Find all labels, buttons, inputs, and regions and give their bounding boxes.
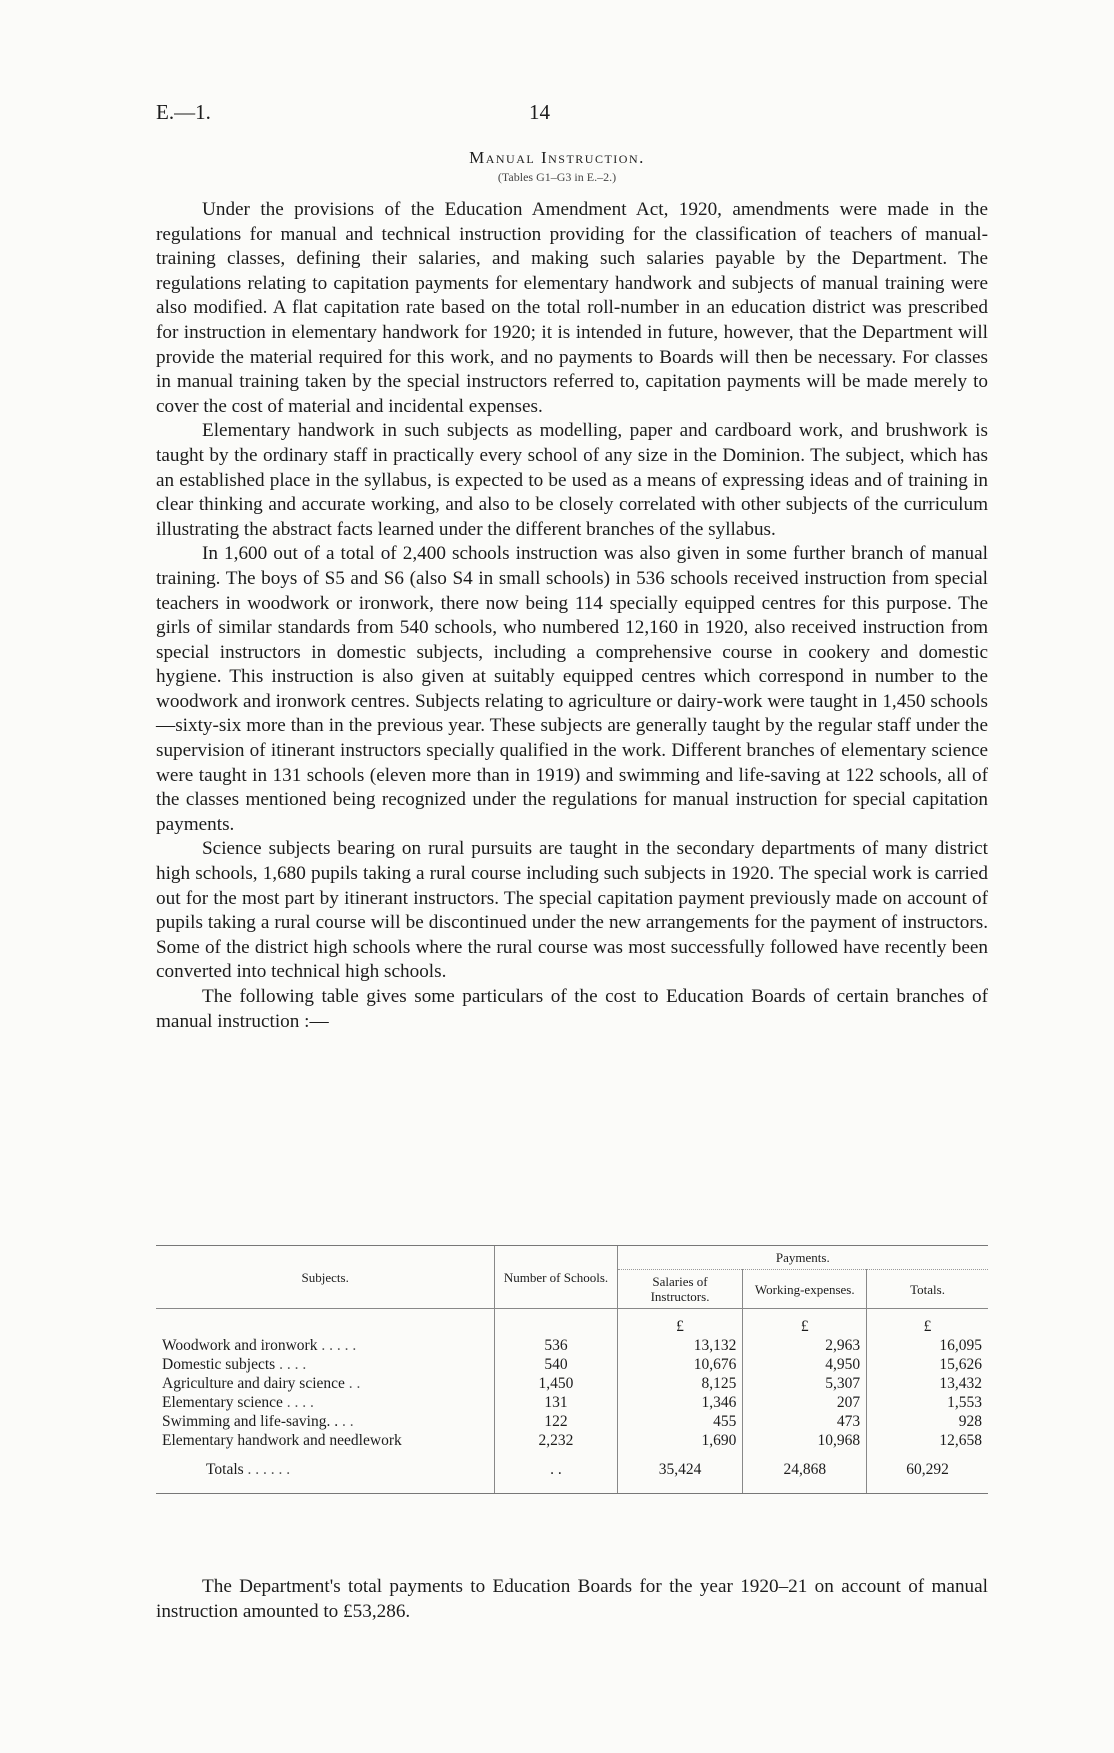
row-salaries: 10,676 — [617, 1355, 743, 1374]
document-reference: E.—1. — [156, 100, 211, 124]
row-totals: 1,553 — [867, 1393, 988, 1412]
table-bottom-rule — [156, 1493, 988, 1494]
row-salaries: 1,346 — [617, 1393, 743, 1412]
table-row — [156, 1374, 988, 1393]
currency-symbol: £ — [867, 1317, 988, 1336]
table-row — [156, 1336, 988, 1355]
row-subject: Swimming and life-saving. . — [162, 1413, 339, 1430]
row-working: 5,307 — [743, 1374, 867, 1393]
paragraph: In 1,600 out of a total of 2,400 schools instruction was also given in some further branch of manual training. The boys of S5 and S6 (also S4 in small schools) in 536 schools received instruction from special teachers in woodwork or ironwork, there now being 114 specially equipped centres for this purpose. The girls of similar standards from 540 schools, who numbered 12,160 in 1920, also received instruction from special instructors in domestic subjects, including a comprehensive course in cookery and domestic hygiene. This instruction is also given at suitably equipped centres which correspond in number to the woodwork and ironwork centres. Subjects relating to agriculture or dairy-work were taught in 1,450 schools—sixty-six more than in the previous year. These subjects are generally taught by the regular staff under the supervision of itinerant instructors specially qualified in the work. Different branches of elementary science were taught in 131 schools (eleven more than in 1919) and swimming and life-saving at 122 schools, all of the classes mentioned being recognized under the regulations for manual instruction for special capitation payments. — [156, 543, 988, 835]
table-row — [156, 1355, 988, 1374]
cost-table — [156, 1245, 988, 1494]
row-subject: Woodwork and ironwork — [162, 1337, 318, 1354]
row-totals: 15,626 — [867, 1355, 988, 1374]
table-row — [156, 1431, 988, 1450]
section-title: Manual Instruction. — [469, 148, 645, 167]
page-number: 14 — [529, 100, 550, 124]
row-working: 207 — [743, 1393, 867, 1412]
row-number: 2,232 — [495, 1431, 617, 1450]
totals-number: . . — [495, 1450, 617, 1493]
col-payments-header: Payments. — [617, 1246, 988, 1270]
dot-leader: . . . . . — [321, 1337, 357, 1354]
row-subject: Elementary handwork and needlework — [162, 1432, 402, 1449]
table-row — [156, 1412, 988, 1431]
col-totals-header: Totals. — [867, 1270, 988, 1309]
section-subtitle: (Tables G1–G3 in E.–2.) — [497, 170, 617, 184]
col-working-header: Working-expenses. — [743, 1270, 867, 1309]
row-number: 122 — [495, 1412, 617, 1431]
col-number-header: Number of Schools. — [495, 1246, 617, 1309]
dot-leader: . . . . — [286, 1394, 314, 1411]
paragraph: The following table gives some particulars of the cost to Education Boards of certain branches of manual instruction :— — [156, 986, 988, 1032]
row-salaries: 1,690 — [617, 1431, 743, 1450]
table-row — [156, 1393, 988, 1412]
row-subject: Elementary science — [162, 1394, 283, 1411]
row-number: 131 — [495, 1393, 617, 1412]
row-totals: 12,658 — [867, 1431, 988, 1450]
body-text — [156, 198, 988, 1034]
totals-salaries: 35,424 — [617, 1450, 743, 1493]
currency-symbol: £ — [743, 1317, 867, 1336]
row-salaries: 455 — [617, 1412, 743, 1431]
dot-leader: . . . . — [279, 1356, 307, 1373]
row-salaries: 13,132 — [617, 1336, 743, 1355]
paragraph: Science subjects bearing on rural pursuits are taught in the secondary departments of many district high schools, 1,680 pupils taking a rural course including such subjects in 1920. The special work is carried out for the most part by itinerant instructors. The special capitation payment previously made on account of pupils taking a rural course will be discontinued under the new arrangements for the payment of instructors. Some of the district high schools where the rural course was most successfully followed have recently been converted into technical high schools. — [156, 838, 988, 983]
row-number: 536 — [495, 1336, 617, 1355]
closing-paragraph: The Department's total payments to Education Boards for the year 1920–21 on account of manual instruction amounted to £53,286. — [156, 1576, 988, 1622]
totals-totals: 60,292 — [867, 1450, 988, 1493]
currency-row — [156, 1317, 988, 1336]
totals-working: 24,868 — [743, 1450, 867, 1493]
paragraph: Under the provisions of the Education Amendment Act, 1920, amendments were made in the regulations for manual and technical instruction providing for the classification of teachers of manual-training classes, defining their salaries, and making such salaries payable by the Department. The regulations relating to capitation payments for elementary handwork and subjects of manual training were also modified. A flat capitation rate based on the total roll-number in an education district was prescribed for instruction in elementary handwork for 1920; it is intended in future, however, that the Department will provide the material required for this work, and no payments to Boards will then be necessary. For classes in manual training taken by the special instructors referred to, capitation payments will be made merely to cover the cost of material and incidental expenses. — [156, 199, 988, 417]
col-subjects-header: Subjects. — [301, 1269, 349, 1285]
dot-leader: . . . . . . — [247, 1461, 291, 1478]
col-salaries-header: Salaries of Instructors. — [617, 1270, 743, 1309]
row-working: 4,950 — [743, 1355, 867, 1374]
row-subject: Agriculture and dairy science — [162, 1375, 345, 1392]
row-working: 10,968 — [743, 1431, 867, 1450]
paragraph: Elementary handwork in such subjects as modelling, paper and cardboard work, and brushwork is taught by the ordinary staff in practically every school of any size in the Dominion. The subject, which has an established place in the syllabus, is expected to be used as a means of expressing ideas and of training in clear thinking and accurate working, and also to be closely correlated with other subjects of the curriculum illustrating the abstract facts learned under the different branches of the syllabus. — [156, 420, 988, 540]
totals-label: Totals — [206, 1461, 244, 1478]
currency-symbol: £ — [617, 1317, 743, 1336]
row-totals: 928 — [867, 1412, 988, 1431]
row-number: 540 — [495, 1355, 617, 1374]
closing-text — [156, 1575, 988, 1624]
dot-leader: . . — [341, 1413, 354, 1430]
dot-leader: . . — [348, 1375, 361, 1392]
row-working: 2,963 — [743, 1336, 867, 1355]
row-working: 473 — [743, 1412, 867, 1431]
row-number: 1,450 — [495, 1374, 617, 1393]
row-subject: Domestic subjects — [162, 1356, 276, 1373]
row-totals: 13,432 — [867, 1374, 988, 1393]
totals-row — [156, 1450, 988, 1493]
row-salaries: 8,125 — [617, 1374, 743, 1393]
row-totals: 16,095 — [867, 1336, 988, 1355]
